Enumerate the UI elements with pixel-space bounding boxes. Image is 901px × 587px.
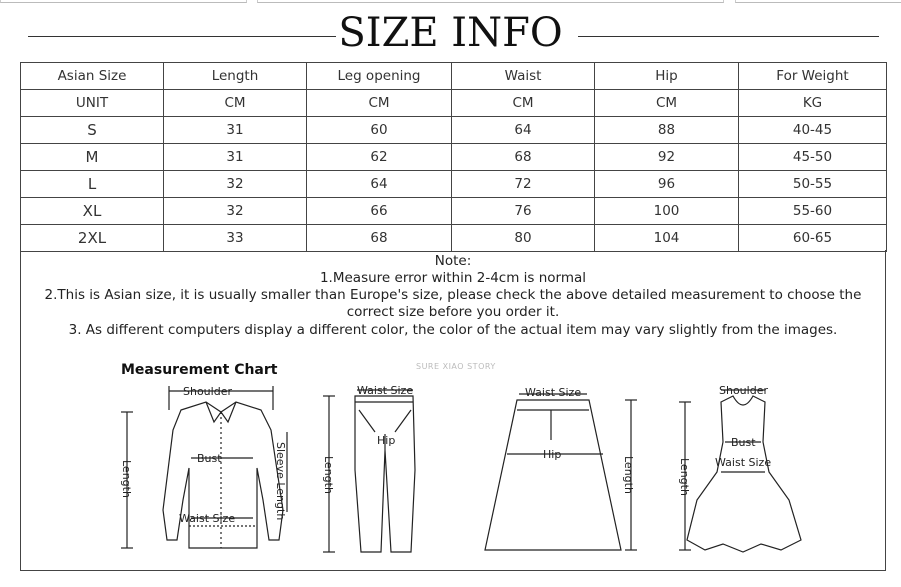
table-cell: 31 — [164, 144, 307, 171]
pants-length-label: Length — [322, 456, 335, 494]
table-cell: 104 — [595, 225, 739, 252]
measurement-chart — [21, 350, 883, 570]
skirt-diagram — [485, 394, 637, 550]
garment-diagrams — [21, 350, 883, 570]
shirt-waist-label: Waist Size — [179, 512, 236, 525]
table-cell: 88 — [595, 117, 739, 144]
table-cell: 60-65 — [739, 225, 887, 252]
size-table — [20, 62, 887, 252]
column-header: For Weight — [739, 63, 887, 90]
table-cell: 33 — [164, 225, 307, 252]
page-title: SIZE INFO — [338, 10, 563, 56]
skirt-hip-label: Hip — [543, 448, 562, 461]
table-cell: 100 — [595, 198, 739, 225]
table-cell: 76 — [452, 198, 595, 225]
table-row — [21, 198, 887, 225]
table-cell: KG — [739, 90, 887, 117]
column-header: Waist — [452, 63, 595, 90]
pants-hip-label: Hip — [377, 434, 396, 447]
table-cell: 80 — [452, 225, 595, 252]
table-cell: CM — [164, 90, 307, 117]
shirt-shoulder-label: Shoulder — [183, 385, 232, 398]
table-cell: CM — [307, 90, 452, 117]
dress-bust-label: Bust — [731, 436, 756, 449]
pants-waist-label: Waist Size — [357, 384, 414, 397]
notes-block — [20, 253, 886, 339]
table-row — [21, 225, 887, 252]
header-rule-right — [578, 36, 879, 37]
column-header: Length — [164, 63, 307, 90]
shirt-length-label: Length — [120, 460, 133, 498]
table-header-row — [21, 63, 887, 90]
shirt-sleeve-label: Sleeve Length — [274, 442, 287, 521]
table-cell: XL — [21, 198, 164, 225]
table-cell: 45-50 — [739, 144, 887, 171]
table-cell: UNIT — [21, 90, 164, 117]
table-row — [21, 117, 887, 144]
table-cell: CM — [595, 90, 739, 117]
skirt-length-label: Length — [622, 456, 635, 494]
table-row — [21, 144, 887, 171]
note-line-2: 2.This is Asian size, it is usually smaller than Europe's size, please check the above detailed measurement to choose the correct size before you order it. — [44, 287, 862, 320]
table-cell: 55-60 — [739, 198, 887, 225]
dress-waist-label: Waist Size — [715, 456, 772, 469]
table-cell: 68 — [452, 144, 595, 171]
table-cell: 60 — [307, 117, 452, 144]
skirt-waist-label: Waist Size — [525, 386, 582, 399]
table-cell: 92 — [595, 144, 739, 171]
pants-diagram — [323, 390, 415, 552]
table-cell: 64 — [307, 171, 452, 198]
note-line-1: 1.Measure error within 2-4cm is normal — [319, 270, 587, 286]
shirt-bust-label: Bust — [197, 452, 222, 465]
table-cell: 32 — [164, 171, 307, 198]
table-cell: 50-55 — [739, 171, 887, 198]
table-row — [21, 171, 887, 198]
table-cell: 2XL — [21, 225, 164, 252]
table-cell: 32 — [164, 198, 307, 225]
table-cell: L — [21, 171, 164, 198]
table-cell: S — [21, 117, 164, 144]
column-header: Leg opening — [307, 63, 452, 90]
top-tab-strip — [0, 0, 901, 6]
chart-title: Measurement Chart — [121, 362, 278, 378]
table-cell: 66 — [307, 198, 452, 225]
table-cell: 96 — [595, 171, 739, 198]
table-cell: CM — [452, 90, 595, 117]
table-cell: 68 — [307, 225, 452, 252]
dress-diagram — [679, 390, 801, 552]
size-info-header — [0, 8, 901, 54]
table-cell: 62 — [307, 144, 452, 171]
notes-heading: Note: — [434, 253, 472, 269]
table-cell: 40-45 — [739, 117, 887, 144]
column-header: Hip — [595, 63, 739, 90]
table-row — [21, 90, 887, 117]
note-line-3: 3. As different computers display a different color, the color of the actual item may vary slightly from the images. — [68, 322, 838, 338]
table-cell: 64 — [452, 117, 595, 144]
watermark: SURE XIAO STORY — [416, 362, 496, 371]
column-header: Asian Size — [21, 63, 164, 90]
table-cell: M — [21, 144, 164, 171]
dress-shoulder-label: Shoulder — [719, 384, 768, 397]
dress-length-label: Length — [678, 458, 691, 496]
table-cell: 72 — [452, 171, 595, 198]
table-cell: 31 — [164, 117, 307, 144]
